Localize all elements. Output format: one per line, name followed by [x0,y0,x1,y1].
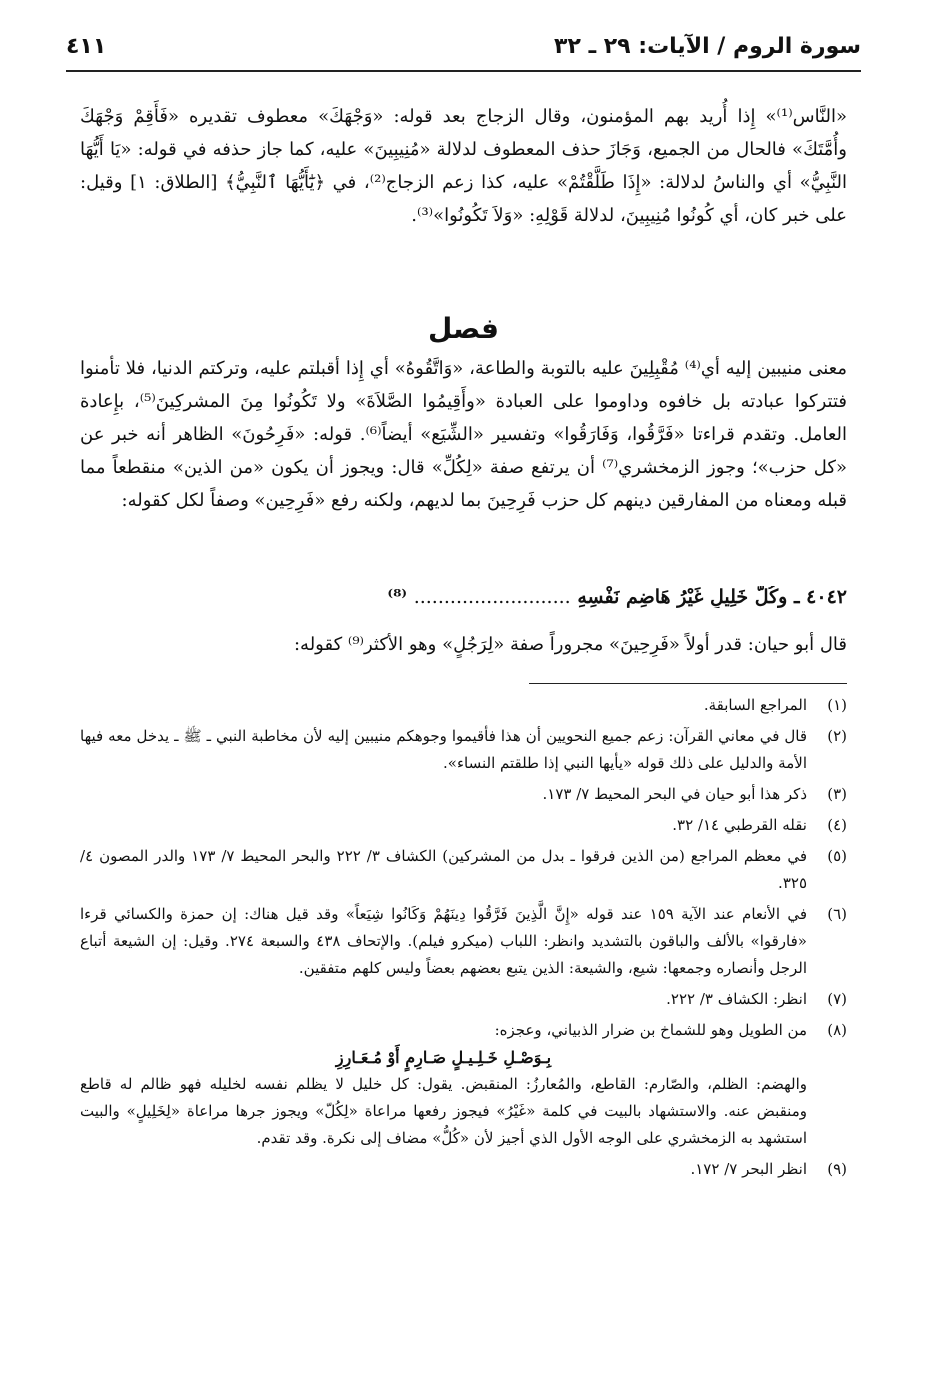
footnote-text: انظر: الكشاف ٣/ ٢٢٢. [666,990,807,1008]
verse-dots: .......................... [413,586,571,608]
footnote-number: (٦) [827,905,847,923]
header-title: سورة الروم / الآيات: ٢٩ ـ ٣٢ [554,34,861,59]
paragraph-text: قال أبو حيان: قدر أولاً «فَرِحِينَ» مجروراً صفة «لِرَجُلٍ» وهو الأكثر⁽⁹⁾ كقوله: [293,634,847,655]
footnote-number: (٣) [827,785,847,803]
footnote-number: (٨) [827,1021,847,1039]
main-paragraph-3 [80,628,847,661]
footnote-text: في الأنعام عند الآية ١٥٩ عند قوله «إِنَّ الَّذِينَ فَرَّقُوا دِينَهُمْ وَكَانُوا شِيَعاً» وقد قيل هناك: إن حمزة والكسائي قرءا «فارقوا» بالألف والباقون بالتشديد وانظر: اللباب (ميكرو فيلم). والإتحاف ٤٣٨ والسبعة ٢٧٤. وقيل: إن الشيعة أتباع الرجل وأنصاره وجمعها: شيع، والشيعة: الذين يتبع بعضهم بعضاً وليس كلهم متفقين. [80,905,808,977]
paragraph-text: معنى منيبين إليه أي⁽⁴⁾ مُقْبِلِينَ عليه بالتوبة والطاعة، «وَاتَّقُوهُ» أي إِذا أقبلتم عليه، وتركتم الدنيا، فلا تأمنوا فتتركوا عبادته بل خافوه وداوموا على العبادة «وأَقِيمُوا الصَّلاَةَ» ولا تَكُونُوا مِنَ المشركِينَ⁽⁵⁾، بإِعادة العامل. وتقدم قراءتا «فَرَّقُوا، وَفَارَقُوا» وتفسير «الشِّيَع» أيضاً⁽⁶⁾. قوله: «فَرِحُونَ» الظاهر أنه خبر عن «كل حزب»؛ وجوز الزمخشري⁽⁷⁾ أن يرتفع صفة «لِكُلِّ» قال: ويجوز أن يكون «من الذين» منقطعاً مما قبله ومعناه من المفارقين دينهم كل حزب فَرِحِينَ بما لديهم، ولكنه رفع «فَرِحِين» وصفاً لكل كقوله: [80,358,847,511]
footnote-number: (١) [827,696,847,714]
footnote-text: المراجع السابقة. [703,696,807,714]
footnote-text: من الطويل وهو للشماخ بن ضرار الذبياني، وعجزه: [494,1021,807,1039]
footnote-number: (٥) [827,847,847,865]
page-number: ٤١١ [66,34,107,59]
footnote-1 [80,692,847,719]
footnote-text: انظر البحر ٧/ ١٧٢. [690,1160,807,1178]
footnote-number: (٤) [827,816,847,834]
footnote-4 [80,812,847,839]
footnote-3 [80,781,847,808]
verse-number: ٤٠٤٢ ـ [793,586,847,608]
poetry-verse [80,586,847,608]
footnote-commentary: والهضم: الظلم، والصّارم: القاطع، والمُعارزُ: المنقبض. يقول: كل خليل لا يظلم نفسه لخليله فهو ظالم له قاطع ومنقبض عنه. والاستشهاد بالبيت في كلمة «غَيْرُ» فيجوز رفعها مراعاة «لِكُلّ» ويجوز جرها مراعاة «لِخَلِيلٍ» والبيت استشهد به الزمخشري على الوجه الأول الذي أجيز لأن «كُلُّ» مضاف إلى نكرة. وقد تقدم. [80,1075,807,1147]
footnote-2 [80,723,847,777]
footnote-number: (٢) [827,727,847,745]
main-paragraph-1 [80,100,847,232]
footnote-6 [80,901,847,982]
footnotes [80,692,847,1187]
running-header [66,34,861,72]
paragraph-text: «النَّاس⁽¹⁾» إِذا أُريد بهم المؤمنون، وقال الزجاج بعد قوله: «وَجْهَكَ» معطوف تقديره «فَأَقِمْ وَجْهَكَ وأُمَّتَكَ» فالحال من الجميع، وَجَازَ حذف المعطوف لدلالة «مُنِيبِينَ» عليه، كما جاز حذفه في قوله: «يَا أَيُّهَا النَّبِيُّ» أي والناسُ لدلالة: «إِذَا طَلَّقْتُمْ» عليه، كذا زعم الزجاج⁽²⁾، في ﴿يَٰٓأَيُّهَا ٱلنَّبِيُّ﴾ [الطلاق: ١] وقيل: على خبر كان، أي كُونُوا مُنِيبِينَ، لدلالة قَوْلِهِ: «وَلاَ تَكُونُوا»⁽³⁾. [80,106,847,226]
footnote-5 [80,843,847,897]
footnote-text: نقله القرطبي ١٤/ ٣٢. [672,816,807,834]
footnote-number: (٩) [827,1160,847,1178]
section-heading: فصل [428,312,499,345]
footnote-text: في معظم المراجع (من الذين فرقوا ـ بدل من المشركين) الكشاف ٣/ ٢٢٢ والبحر المحيط ٧/ ١٧٣ والدر المصون ٤/ ٣٢٥. [80,847,807,892]
verse-footnote-ref: ⁽⁸⁾ [387,586,408,608]
footnote-9 [80,1156,847,1183]
footnote-text: قال في معاني القرآن: زعم جميع النحويين أن هذا فأقيموا وجوهكم منيبين إليه لأن مخاطبة النبي ـ ﷺ ـ يدخل معه فيها الأمة والدليل على ذلك قوله «يأيها النبي إذا طلقتم النساء». [80,727,807,772]
verse-text: وكُلُّ خَلِيلٍ غَيْرُ هَاضِمِ نَفْسِهِ [577,586,788,608]
footnote-7 [80,986,847,1013]
footnote-text: ذكر هذا أبو حيان في البحر المحيط ٧/ ١٧٣. [542,785,807,803]
footnote-separator [529,683,847,684]
main-paragraph-2 [80,352,847,517]
footnote-poem-line: بِـوَصْـلِ خَـلِـيـلٍ صَـارِمٍ أَوْ مُـعَـارِزِ [335,1048,552,1067]
footnote-8 [80,1017,847,1152]
footnote-number: (٧) [827,990,847,1008]
